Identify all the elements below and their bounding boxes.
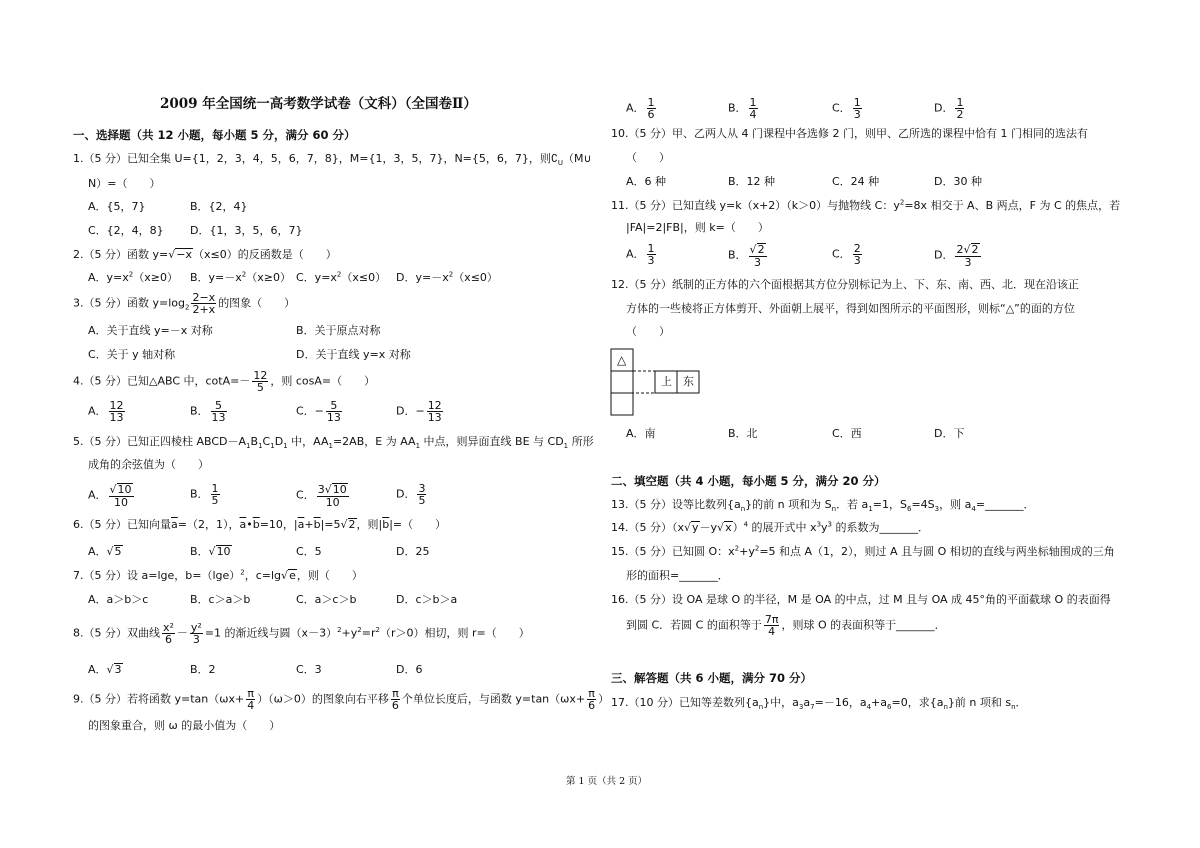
q1-option-b: B．{2，4} bbox=[190, 200, 248, 213]
q8-option-d: D．6 bbox=[396, 663, 423, 676]
question-16-cont: 到圆 C．若圆 C 的面积等于 $\frac{7\pi}{4}$ ，则球 O 的表面积等于_______． bbox=[626, 613, 946, 638]
section-heading-choice: 一、选择题（共 12 小题，每小题 5 分，满分 60 分） bbox=[73, 128, 356, 142]
q3-option-c: C．关于 y 轴对称 bbox=[88, 348, 176, 361]
page-footer: 第 1 页（共 2 页） bbox=[566, 776, 648, 787]
q1-option-c: C．{2，4，8} bbox=[88, 224, 164, 237]
net-face-east: 东 bbox=[683, 375, 694, 388]
question-12-cont2: （ ） bbox=[626, 325, 670, 338]
q4-option-d: D．− $\frac{12}{13}$ bbox=[396, 399, 442, 424]
question-8: 8.（5 分）双曲线 $\frac{\text{x²}}{6}$ － $\frac{\text{y²}}{3}$ =1 的渐近线与圆$(x-3)^2+y^2=r^2(r>0)$相切，则 r=（ ） bbox=[73, 621, 530, 646]
q10-option-d: D．30 种 bbox=[934, 175, 982, 188]
q2-option-b: B．$y=-x^2(x\ge 0)$ bbox=[190, 270, 291, 284]
q12-option-c: C．西 bbox=[832, 427, 862, 440]
section-heading-answer: 三、解答题（共 6 小题，满分 70 分） bbox=[611, 671, 813, 685]
section-heading-fill: 二、填空题（共 4 小题，每小题 5 分，满分 20 分） bbox=[611, 474, 886, 488]
q5-option-c: C． $\frac{3√10}{10}$ bbox=[296, 483, 347, 509]
q2-option-a: A．$y=x^2(x\ge 0)$ bbox=[88, 270, 178, 284]
question-13: 13.（5 分）设等比数列$\{a_n\}$的前 n 项和为 $S_n$．若 $a_1=1$，$S_6=4S_3$，则 $a_4=\_\_\_\_\_\_\_$． bbox=[611, 498, 1035, 514]
question-4: 4.（5 分）已知△ABC 中，cotA=－ $\frac{12}{5}$ ，则 cosA=（ ） bbox=[73, 369, 376, 394]
q6-option-c: C．5 bbox=[296, 545, 322, 558]
question-15: 15.（5 分）已知圆 O：$x^2+y^2=5$ 和点 A（1，2），则过 A 且与圆 O 相切的直线与两坐标轴围成的三角 bbox=[611, 544, 1115, 558]
question-9: 9.（5 分）若将函数 y=tan（ωx+ $\frac{\pi}{4}$ ）（ω＞0）的图象向右平移 $\frac{\pi}{6}$ 个单位长度后，与函数 y=tan（ωx+ $\frac{\pi}{6}$ ） bbox=[73, 687, 610, 712]
q9-option-b: B． $\frac{1}{4}$ bbox=[728, 96, 757, 121]
question-11-cont: |FA|=2|FB|，则 k=（ ） bbox=[626, 221, 769, 234]
q9-option-a: A． $\frac{1}{6}$ bbox=[626, 96, 655, 121]
question-16: 16.（5 分）设 OA 是球 O 的半径，M 是 OA 的中点，过 M 且与 OA 成 45°角的平面截球 O 的表面得 bbox=[611, 593, 1111, 606]
q9-option-d: D． $\frac{1}{2}$ bbox=[934, 96, 964, 121]
question-17: 17.（10 分）已知等差数列$\{a_n\}$中，$a_3a_7=-16$，$a_4+a_6=0$，求$\{a_n\}$前 n 项和 $s_n$． bbox=[611, 696, 1027, 712]
question-5: 5.（5 分）已知正四棱柱 $ABCD-A_1B_1C_1D_1$ 中，$AA_1=2AB$，E 为 $AA_1$ 中点，则异面直线 BE 与 $CD_1$ 所形 bbox=[73, 435, 594, 451]
q11-option-a: A． $\frac{1}{3}$ bbox=[626, 242, 655, 267]
q3-option-d: D．关于直线 y=x 对称 bbox=[296, 348, 411, 361]
q1-option-a: A．{5，7} bbox=[88, 200, 146, 213]
q11-option-d: D． $\frac{2√2}{3}$ bbox=[934, 243, 979, 269]
q4-option-c: C．− $\frac{5}{13}$ bbox=[296, 399, 341, 424]
question-6: 6.（5 分）已知向量$\overline{a}=(2$，1），$\overline{a}•\overline{b}=10$，$|\overline{a}+\overline{b}|=5√2$，则$|\overline{b}|=$（ ） bbox=[73, 518, 447, 531]
question-12: 12.（5 分）纸制的正方体的六个面根据其方位分别标记为上、下、东、南、西、北．现在沿该正 bbox=[611, 278, 1079, 291]
q11-option-b: B． $\frac{√2}{3}$ bbox=[728, 243, 765, 269]
question-2: 2.（5 分）函数 y=√−x（x≤0）的反函数是（ ） bbox=[73, 248, 337, 261]
q1-option-d: D．{1，3，5，6，7} bbox=[190, 224, 303, 237]
question-1: 1.（5 分）已知全集 U={1，2，3，4，5，6，7，8}，M={1，3，5，7}，N={5，6，7}，则$∁_U(M\cup$ bbox=[73, 152, 592, 168]
q7-option-d: D．c＞b＞a bbox=[396, 593, 458, 606]
q11-option-c: C． $\frac{2}{3}$ bbox=[832, 242, 861, 267]
q7-option-b: B．c＞a＞b bbox=[190, 593, 251, 606]
q12-option-b: B．北 bbox=[728, 427, 758, 440]
q2-option-c: C．$y=x^2(x\le 0)$ bbox=[296, 270, 387, 284]
net-face-up: 上 bbox=[661, 375, 672, 388]
question-14: 14.（5 分）$(x√y-y√x)^4$ 的展开式中 $x^3y^3$ 的系数为_______． bbox=[611, 520, 930, 534]
net-triangle-face: △ bbox=[617, 353, 627, 367]
q6-option-d: D．25 bbox=[396, 545, 430, 558]
q5-option-d: D． $\frac{3}{5}$ bbox=[396, 482, 426, 507]
q10-option-b: B．12 种 bbox=[728, 175, 776, 188]
q8-option-c: C．3 bbox=[296, 663, 322, 676]
question-1-cont: N）=（ ） bbox=[88, 177, 161, 190]
q8-option-a: A．√3 bbox=[88, 663, 122, 676]
question-3: 3.（5 分）函数 $y=\log_2$ $\frac{2-x}{2+x}$ 的图象（ ） bbox=[73, 291, 296, 316]
question-12-cont: 方体的一些棱将正方体剪开、外面朝上展平，得到如图所示的平面图形，则标“△”的面的方位 bbox=[626, 302, 1075, 315]
q5-option-a: A． $\frac{√10}{10}$ bbox=[88, 483, 132, 509]
q3-option-b: B．关于原点对称 bbox=[296, 324, 381, 337]
q2-option-d: D．$y=-x^2(x\le 0)$ bbox=[396, 270, 498, 284]
q10-option-c: C．24 种 bbox=[832, 175, 880, 188]
q3-option-a: A．关于直线 y=－x 对称 bbox=[88, 324, 213, 337]
question-9-cont: 的图象重合，则 ω 的最小值为（ ） bbox=[88, 719, 281, 732]
q7-option-a: A．a＞b＞c bbox=[88, 593, 149, 606]
question-15-cont: 形的面积=_______． bbox=[626, 569, 729, 582]
q6-option-b: B．√10 bbox=[190, 545, 231, 558]
q5-option-b: B． $\frac{1}{5}$ bbox=[190, 482, 219, 507]
q6-option-a: A．√5 bbox=[88, 545, 122, 558]
q4-option-b: B． $\frac{5}{13}$ bbox=[190, 399, 226, 424]
q9-option-c: C． $\frac{1}{3}$ bbox=[832, 96, 861, 121]
question-5-cont: 成角的余弦值为（ ） bbox=[88, 458, 209, 471]
q12-option-d: D．下 bbox=[934, 427, 965, 440]
q10-option-a: A．6 种 bbox=[626, 175, 667, 188]
question-11: 11.（5 分）已知直线 y=k（x+2）（k＞0）与抛物线 C：$y^2=8x$ 相交于 A、B 两点，F 为 C 的焦点，若 bbox=[611, 198, 1121, 212]
q7-option-c: C．a＞c＞b bbox=[296, 593, 357, 606]
q4-option-a: A． $\frac{12}{13}$ bbox=[88, 399, 124, 424]
q8-option-b: B．2 bbox=[190, 663, 216, 676]
question-7: 7.（5 分）设 a=lge，$b=(\lg e)^2$，c=lg√e，则（ ） bbox=[73, 568, 363, 582]
q12-option-a: A．南 bbox=[626, 427, 656, 440]
page-title: 2009 年全国统一高考数学试卷（文科）（全国卷Ⅱ） bbox=[160, 96, 477, 112]
question-10: 10.（5 分）甲、乙两人从 4 门课程中各选修 2 门，则甲、乙所选的课程中恰有 1 门相同的选法有 bbox=[611, 127, 1088, 140]
question-10-cont: （ ） bbox=[626, 151, 670, 164]
